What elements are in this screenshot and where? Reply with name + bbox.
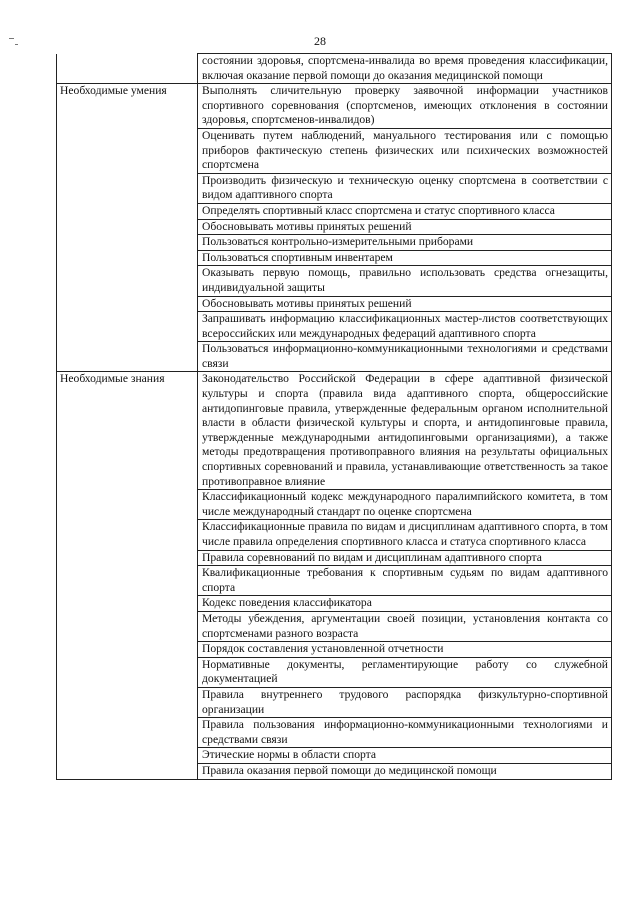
requirement-item: Порядок составления установленной отчетности [198,642,612,658]
section-label-continuation [57,219,198,235]
section-label-continuation [57,235,198,251]
requirement-item: Запрашивать информацию классификационных мастер-листов соответствующих всероссийских или международных федераций адаптивного спорта [198,312,612,342]
requirement-item: Выполнять сличительную проверку заявочной информации участников спортивного соревнования (спортсменов, имеющих отклонения в состоянии здоровья, спортсменов-инвалидов) [198,84,612,129]
requirement-item: Правила оказания первой помощи до медицинской помощи [198,763,612,779]
section-label-continuation [57,611,198,641]
requirement-item: Этические нормы в области спорта [198,748,612,764]
table-row [57,173,612,203]
page-number: 28 [314,34,326,48]
table-row [57,266,612,296]
section-label-continuation [57,173,198,203]
table-row [57,128,612,173]
table-row [57,250,612,266]
section-label-continuation [57,312,198,342]
table-row [57,84,612,129]
requirement-item: Пользоваться контрольно-измерительными приборами [198,235,612,251]
table-row [57,219,612,235]
requirement-item: Правила внутреннего трудового распорядка физкультурно-спортивной организации [198,687,612,717]
table-row [57,566,612,596]
requirement-item: Производить физическую и техническую оценку спортсмена в соответствии с видом адаптивного спорта [198,173,612,203]
requirement-item: Правила соревнований по видам и дисциплинам адаптивного спорта [198,550,612,566]
section-label-continuation [57,54,198,84]
requirement-item: состоянии здоровья, спортсмена-инвалида во время проведения классификации, включая оказание первой помощи до оказания медицинской помощи [198,54,612,84]
requirement-item: Обосновывать мотивы принятых решений [198,296,612,312]
table-row [57,342,612,372]
section-label: Необходимые умения [57,84,198,129]
requirement-item: Определять спортивный класс спортсмена и статус спортивного класса [198,203,612,219]
requirements-table-body [57,54,612,780]
requirement-item: Пользоваться информационно-коммуникационными технологиями и средствами связи [198,342,612,372]
requirement-item: Оказывать первую помощь, правильно использовать средства огнезащиты, индивидуальной защиты [198,266,612,296]
requirement-item: Пользоваться спортивным инвентарем [198,250,612,266]
table-row [57,718,612,748]
section-label-continuation [57,657,198,687]
requirement-item: Правила пользования информационно-коммуникационными технологиями и средствами связи [198,718,612,748]
scan-mark [9,38,14,39]
requirements-table [56,53,612,780]
section-label-continuation [57,550,198,566]
table-row [57,611,612,641]
table-row [57,235,612,251]
requirement-item: Классификационный кодекс международного паралимпийского комитета, в том числе международный стандарт по оценке спортсмена [198,490,612,520]
requirement-item: Методы убеждения, аргументации своей позиции, установления контакта со спортсменами разного возраста [198,611,612,641]
table-row [57,312,612,342]
section-label-continuation [57,687,198,717]
table-row [57,687,612,717]
section-label-continuation [57,763,198,779]
section-label-continuation [57,718,198,748]
requirement-item: Нормативные документы, регламентирующие работу со служебной документацией [198,657,612,687]
table-row [57,520,612,550]
section-label-continuation [57,203,198,219]
section-label-continuation [57,566,198,596]
section-label-continuation [57,266,198,296]
scan-mark [15,44,18,45]
table-row [57,296,612,312]
section-label-continuation [57,748,198,764]
table-row [57,763,612,779]
requirement-item: Законодательство Российской Федерации в сфере адаптивной физической культуры и спорта (правила вида адаптивного спорта, общероссийские антидопинговые правила, утвержденные федеральным органом исполнительной власти в области физической культуры и спорта, и антидопинговые правила, утвержденные международными антидопинговыми организациями), а также методы предотвращения противоправного влияния на результаты официальных спортивных соревнований и правила, устанавливающие ответственность за такое противоправное влияние [198,372,612,490]
section-label-continuation [57,342,198,372]
requirement-item: Классификационные правила по видам и дисциплинам адаптивного спорта, в том числе правила определения спортивного класса и статуса спортивного класса [198,520,612,550]
requirement-item: Оценивать путем наблюдений, мануального тестирования или с помощью приборов фактическую степень физических или психических возможностей спортсмена [198,128,612,173]
table-row [57,550,612,566]
section-label-continuation [57,296,198,312]
table-row [57,372,612,490]
section-label: Необходимые знания [57,372,198,490]
table-row [57,490,612,520]
section-label-continuation [57,642,198,658]
table-row [57,657,612,687]
requirement-item: Обосновывать мотивы принятых решений [198,219,612,235]
table-row [57,642,612,658]
section-label-continuation [57,596,198,612]
section-label-continuation [57,520,198,550]
section-label-continuation [57,128,198,173]
requirement-item: Квалификационные требования к спортивным судьям по видам адаптивного спорта [198,566,612,596]
table-row [57,203,612,219]
section-label-continuation [57,250,198,266]
table-row [57,748,612,764]
table-row [57,596,612,612]
section-label-continuation [57,490,198,520]
table-row [57,54,612,84]
requirement-item: Кодекс поведения классификатора [198,596,612,612]
